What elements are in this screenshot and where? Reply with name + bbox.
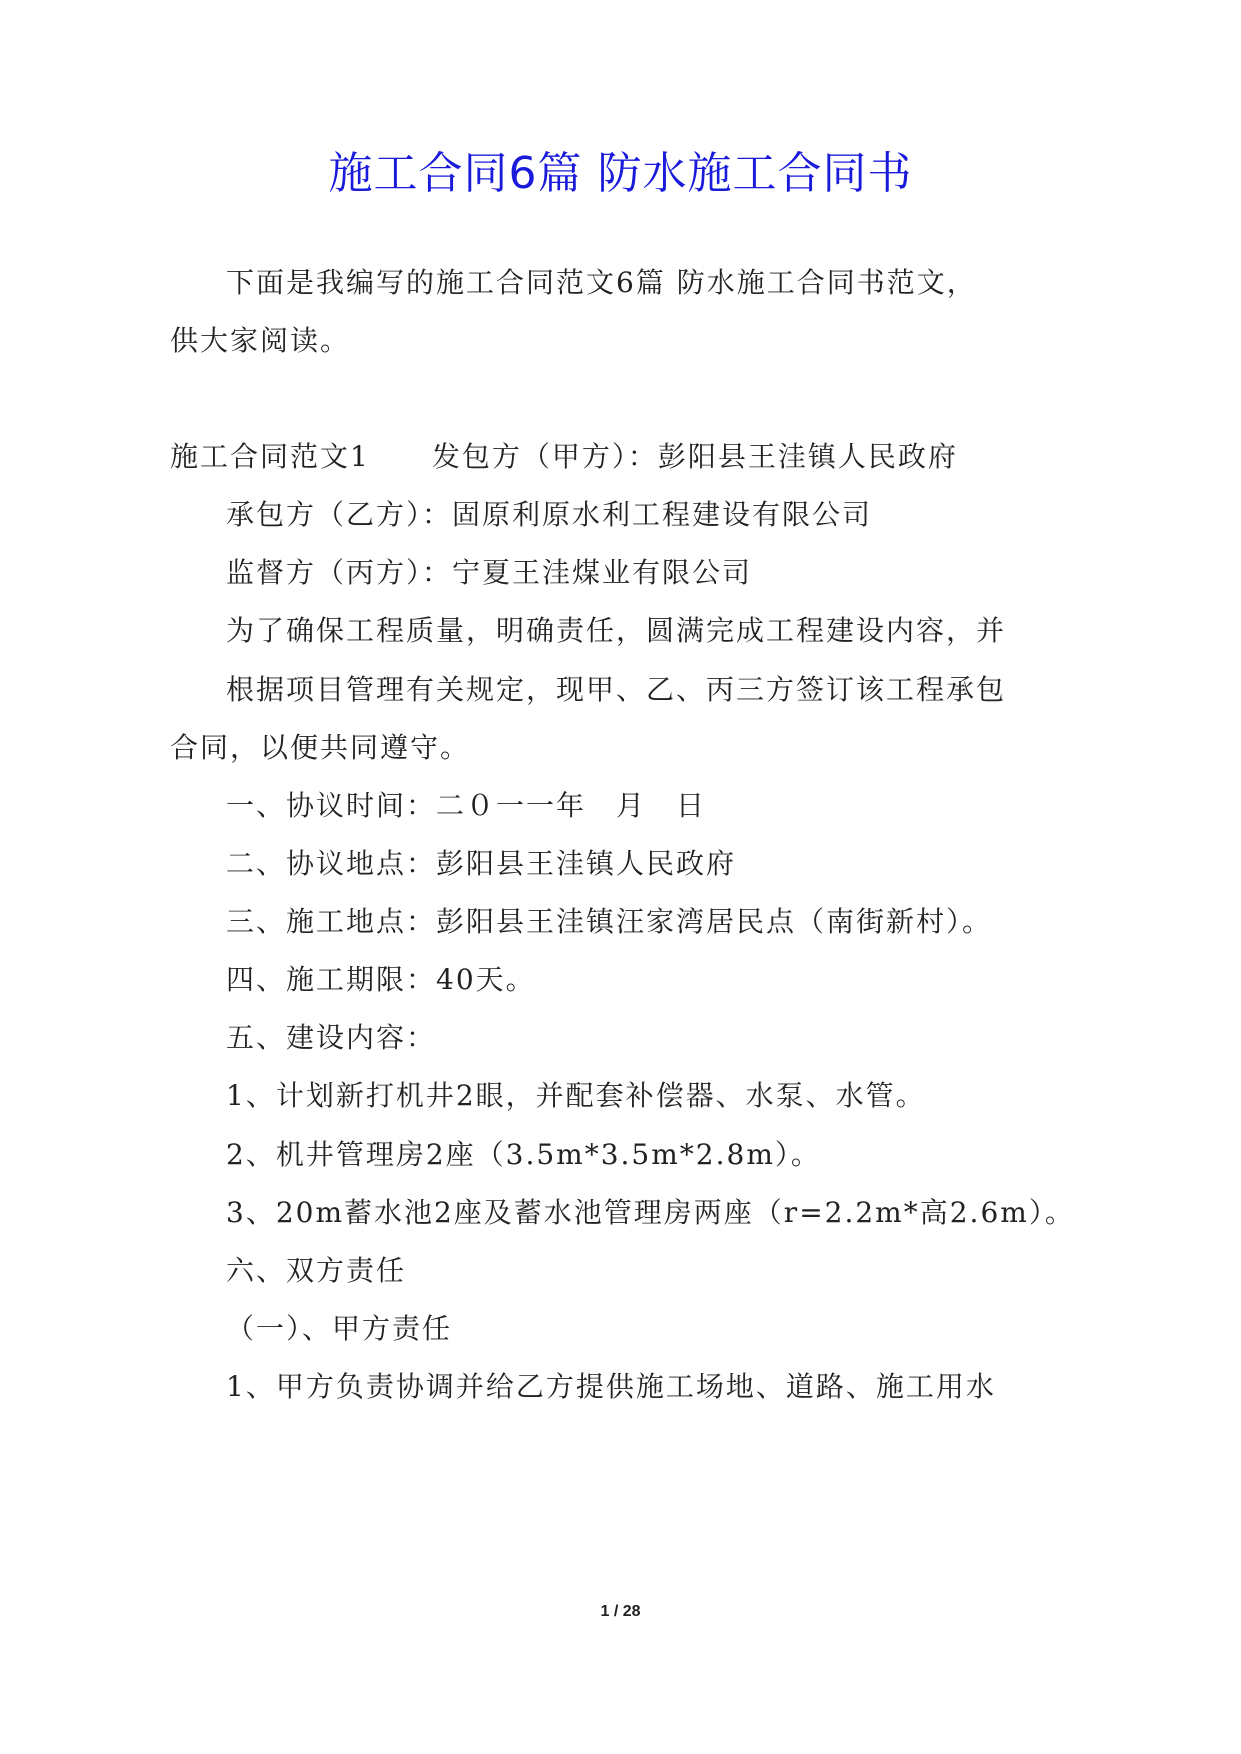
party-a-line: 发包方（甲方）：彭阳县王洼镇人民政府 bbox=[431, 440, 958, 473]
document-title: 施工合同6篇 防水施工合同书 bbox=[328, 148, 913, 199]
clause-agreement-place: 二、协议地点：彭阳县王洼镇人民政府 bbox=[226, 847, 737, 880]
section-label: 施工合同范文1 bbox=[170, 440, 370, 473]
party-c-line: 监督方（丙方）：宁夏王洼煤业有限公司 bbox=[226, 556, 753, 589]
subclause-party-a-responsibilities: （一）、甲方责任 bbox=[226, 1312, 453, 1345]
section-heading bbox=[170, 440, 958, 474]
clause-agreement-date: 一、协议时间：二０一一年 月 日 bbox=[226, 789, 707, 822]
clause-construction-site: 三、施工地点：彭阳县王洼镇汪家湾居民点（南街新村）。 bbox=[226, 905, 993, 938]
clause-construction-content: 五、建设内容： bbox=[226, 1021, 437, 1054]
intro-line-1: 下面是我编写的施工合同范文6篇 防水施工合同书范文， bbox=[226, 266, 977, 299]
clause-construction-period: 四、施工期限：40天。 bbox=[226, 963, 536, 996]
paragraph-line: 根据项目管理有关规定，现甲、乙、丙三方签订该工程承包 bbox=[226, 673, 1007, 706]
page-number: 1 / 28 bbox=[600, 1603, 641, 1620]
content-item: 3、20m蓄水池2座及蓄水池管理房两座（r=2.2m*高2.6m）。 bbox=[226, 1196, 1075, 1229]
intro-line-2: 供大家阅读。 bbox=[170, 324, 351, 357]
party-a-responsibility-item: 1、甲方负责协调并给乙方提供施工场地、道路、施工用水 bbox=[226, 1370, 996, 1403]
paragraph-line: 合同，以便共同遵守。 bbox=[170, 731, 471, 764]
party-b-line: 承包方（乙方）：固原利原水利工程建设有限公司 bbox=[226, 498, 873, 531]
paragraph-line: 为了确保工程质量，明确责任，圆满完成工程建设内容，并 bbox=[226, 614, 1007, 647]
clause-responsibilities: 六、双方责任 bbox=[226, 1254, 407, 1287]
content-item: 2、机井管理房2座（3.5m*3.5m*2.8m）。 bbox=[226, 1138, 821, 1171]
content-item: 1、计划新打机井2眼，并配套补偿器、水泵、水管。 bbox=[226, 1079, 926, 1112]
